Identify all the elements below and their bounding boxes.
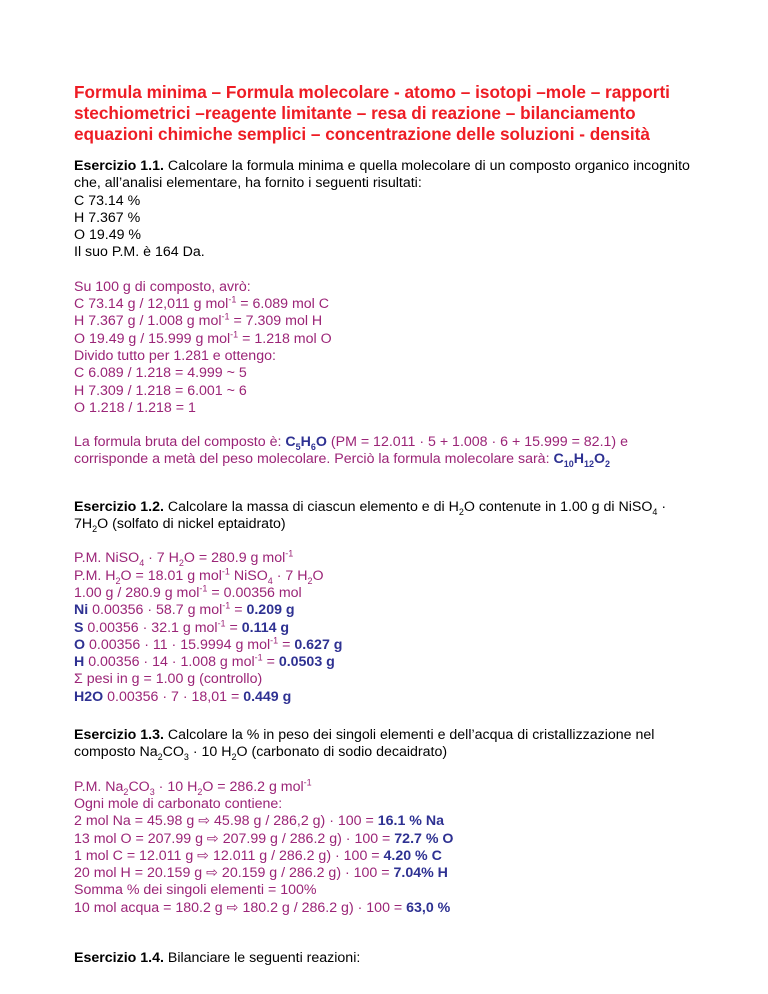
- exercise-1-2-statement-cont: $7H_2O$ (solfato di nickel eptaidrato): [74, 516, 286, 534]
- data-line: Il suo P.M. è 164 Da.: [74, 244, 205, 261]
- empirical-formula: $C_5H_6O$: [285, 434, 327, 452]
- solution-line: Su 100 g di composto, avrò:: [74, 278, 251, 295]
- data-line: O 19.49 %: [74, 227, 142, 244]
- solution-1-1: [74, 279, 714, 469]
- solution-line: 1 mol C = 12.011 g ⇨ 12.011 g / 286.2 g) · 100 = 4.20 % C: [74, 847, 442, 864]
- solution-line: S 0.00356 · 32.1 g mol$^{-1}$ = 0.114 g: [74, 617, 290, 636]
- data-line: H 7.367 %: [74, 209, 141, 226]
- solution-line: P.M. $Na_2CO_3 \cdot 10$ $H_2O = 286.2$ g mol$^{-1}$: [74, 776, 312, 797]
- solution-line: 13 mol O = 207.99 g ⇨ 207.99 g / 286.2 g) · 100 = 72.7 % O: [74, 830, 454, 847]
- solution-line: H 7.309 / 1.218 = 6.001 ~ 6: [74, 382, 247, 399]
- solution-1-2: [74, 550, 714, 706]
- data-line: C 73.14 %: [74, 192, 141, 209]
- solution-line: Ni 0.00356 · 58.7 g mol$^{-1}$ = 0.209 g: [74, 600, 295, 619]
- solution-line: O 1.218 / 1.218 = 1: [74, 399, 196, 416]
- document-page: [74, 82, 714, 967]
- solution-line: H 0.00356 · 14 · 1.008 g mol$^{-1}$ = 0.0503 g: [74, 652, 335, 671]
- document-title: Formula minima – Formula molecolare - atomo – isotopi –mole – rapporti stechiometrici –reagente limitante – resa di reazione – bilanciamento equazioni chimiche semplici – concentrazione delle soluzioni - densità: [74, 82, 670, 144]
- exercise-1-3: [74, 727, 714, 917]
- solution-line: 10 mol acqua = 180.2 g ⇨ 180.2 g / 286.2 g) · 100 = 63,0 %: [74, 899, 451, 916]
- solution-line: O 0.00356 · 11 · 15.9994 g mol$^{-1}$ = 0.627 g: [74, 635, 343, 653]
- exercise-1-1-statement: [74, 158, 714, 193]
- solution-line: H2O 0.00356 · 7 · 18,01 = 0.449 g: [74, 688, 292, 705]
- solution-1-3: [74, 776, 714, 917]
- conclusion-line: La formula bruta del composto è: $C_5H_6O$ (PM = 12.011 · 5 + 1.008 · 6 + 15.999 = 82.1) e: [74, 434, 628, 452]
- exercise-1-2: [74, 499, 714, 706]
- solution-line: Σ pesi in g = 1.00 g (controllo): [74, 671, 263, 688]
- solution-line: 2 mol Na = 45.98 g ⇨ 45.98 g / 286,2 g) · 100 = 16.1 % Na: [74, 813, 444, 830]
- solution-line: O 19.49 g / 15.999 g mol$^{-1}$ = 1.218 mol O: [74, 328, 332, 347]
- exercise-1-3-statement: Esercizio 1.3. Calcolare la % in peso dei singoli elementi e dell’acqua di cristallizzazione nel: [74, 727, 655, 744]
- solution-line: C 73.14 g / 12,011 g mol$^{-1}$ = 6.089 mol C: [74, 294, 330, 313]
- exercise-1-2-statement: Esercizio 1.2. Calcolare la massa di ciascun elemento e di $H_2O$ contenute in 1.00 g di NiSO$_4$ ·: [74, 498, 667, 517]
- exercise-1-4-statement: Esercizio 1.4. Bilanciare le seguenti reazioni:: [74, 949, 361, 966]
- solution-line: C 6.089 / 1.218 = 4.999 ~ 5: [74, 365, 247, 382]
- exercise-1-1: [74, 158, 714, 469]
- solution-line: 20 mol H = 20.159 g ⇨ 20.159 g / 286.2 g) · 100 = 7.04% H: [74, 865, 448, 882]
- exercise-label: Esercizio 1.1.: [74, 158, 164, 174]
- solution-line: Somma % dei singoli elementi = 100%: [74, 882, 317, 899]
- conclusion-line: corrisponde a metà del peso molecolare. Perciò la formula molecolare sarà: $C_{10}H_{12}O_2$: [74, 451, 611, 470]
- molecular-formula: $C_{10}H_{12}O_2$: [553, 451, 611, 470]
- exercise-text: Calcolare la formula minima e quella molecolare di un composto organico incognito che, all’analisi elementare, ha fornito i seguenti risultati:: [74, 158, 690, 192]
- solution-line: H 7.367 g / 1.008 g mol$^{-1}$ = 7.309 mol H: [74, 311, 323, 330]
- solution-line: P.M. $H_2O = 18.01$ g mol$^{-1}$ NiSO$_4$ · 7 $H_2O$: [74, 565, 324, 586]
- solution-line: Ogni mole di carbonato contiene:: [74, 795, 283, 812]
- solution-line: P.M. NiSO$_4$ · 7 $H_2O = 280.9$ g mol$^{-1}$: [74, 548, 294, 569]
- solution-line: 1.00 g / 280.9 g mol$^{-1}$ = 0.00356 mol: [74, 583, 302, 601]
- solution-line: Divido tutto per 1.281 e ottengo:: [74, 347, 276, 364]
- exercise-1-4: [74, 950, 714, 967]
- exercise-1-3-statement-cont: composto $Na_2CO_3 \cdot 10$ $H_2O$ (carbonato di sodio decaidrato): [74, 744, 448, 763]
